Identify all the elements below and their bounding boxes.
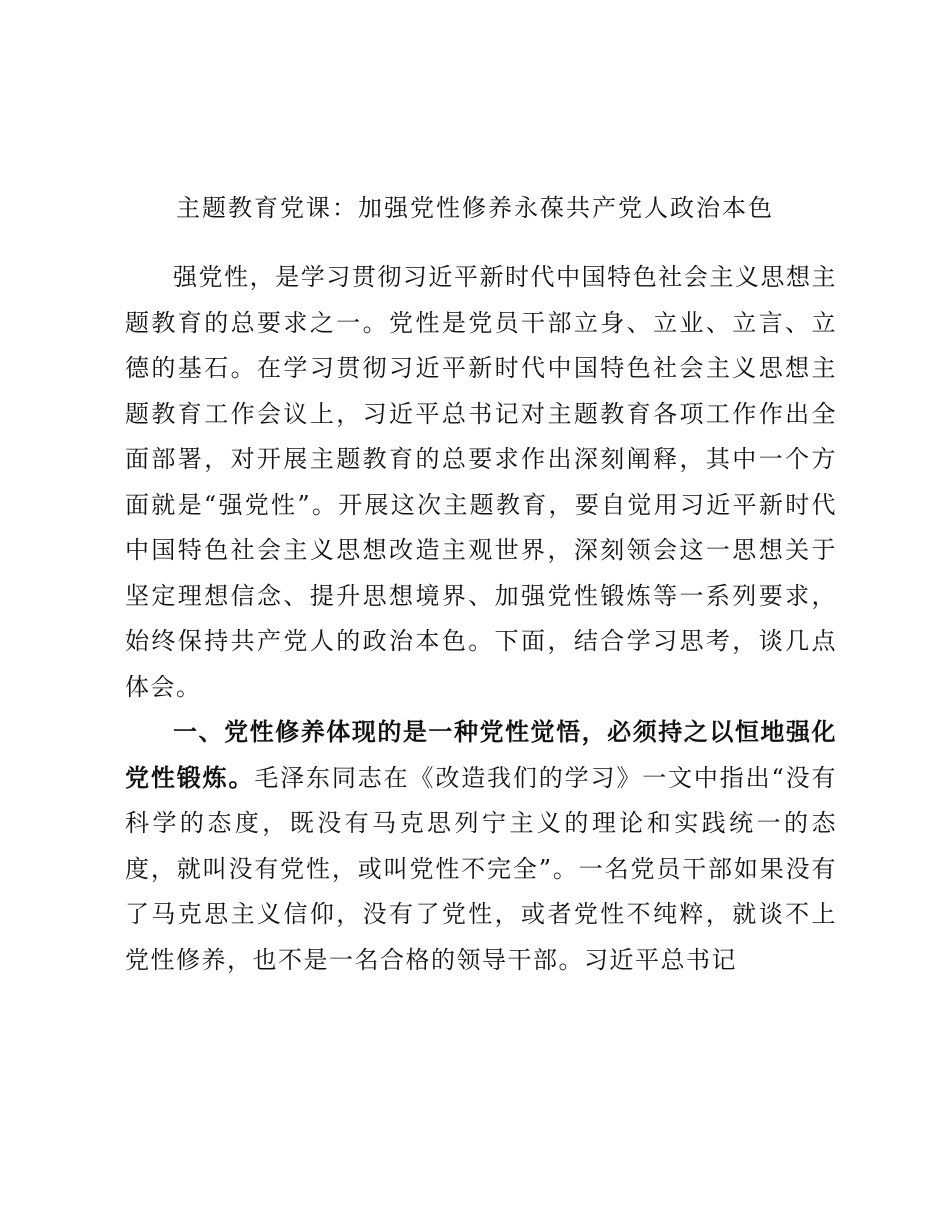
section-1-heading: 一、党性修养体现的是一种党性觉悟，必须持之以恒地强化党性锻炼。	[125, 718, 837, 792]
document-body	[125, 255, 837, 983]
section-1-paragraph	[125, 710, 837, 983]
document-title: 主题教育党课：加强党性修养永葆共产党人政治本色	[176, 194, 774, 222]
section-1-text: 毛泽东同志在《改造我们的学习》一文中指出“没有科学的态度，既没有马克思列宁主义的理论和实践统一的态度，就叫没有党性，或叫党性不完全”。一名党员干部如果没有了马克思主义信仰，没有了党性，或者党性不纯粹，就谈不上党性修养，也不是一名合格的领导干部。习近平总书记	[125, 763, 837, 974]
intro-paragraph: 强党性，是学习贯彻习近平新时代中国特色社会主义思想主题教育的总要求之一。党性是党员干部立身、立业、立言、立德的基石。在学习贯彻习近平新时代中国特色社会主义思想主题教育工作会议上，习近平总书记对主题教育各项工作作出全面部署，对开展主题教育的总要求作出深刻阐释，其中一个方面就是“强党性”。开展这次主题教育，要自觉用习近平新时代中国特色社会主义思想改造主观世界，深刻领会这一思想关于坚定理想信念、提升思想境界、加强党性锻炼等一系列要求，始终保持共产党人的政治本色。下面，结合学习思考，谈几点体会。	[125, 263, 837, 701]
